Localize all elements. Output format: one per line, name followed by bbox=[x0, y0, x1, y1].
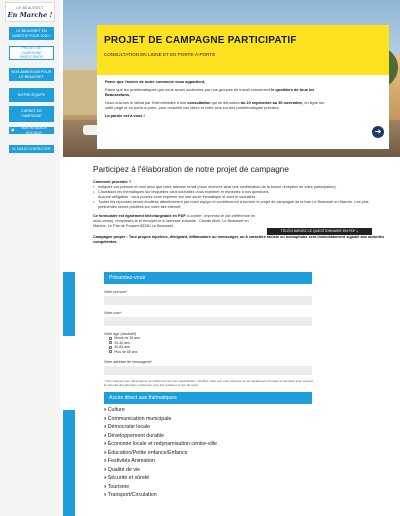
instruction-item: • Toutes les réponses seront étudiées attentivement par notre équipe et contribueront à enrichir le projet de campagne de la liste Le Beausset en Marche. Les plus pertinentes seront publiées sur notre site internet. bbox=[93, 200, 385, 210]
firstname-label: Votre prénom* bbox=[104, 290, 127, 294]
topic-link[interactable] bbox=[104, 449, 304, 458]
age-label: Votre âge (facultatif) bbox=[104, 332, 137, 336]
topic-label: Qualité de vie bbox=[107, 466, 141, 473]
hero-card-header bbox=[97, 25, 389, 75]
topics-list bbox=[104, 406, 304, 500]
age-option-label: Moins de 25 ans bbox=[114, 336, 140, 341]
topic-label: Économie locale et redynamisation centre-ville bbox=[107, 441, 217, 448]
campaign-notice-text: Campagne propre : Tout propos injurieux, dénigrant, diffamatoire ou mensonger, ou à caractère raciste ou homophobe sera immédiatement signalé aux autorités compétentes. bbox=[93, 235, 385, 244]
download-pdf-button[interactable]: TÉLÉCHARGEZ LE QUESTIONNAIRE EN PDF ⤓ bbox=[267, 228, 372, 235]
age-option-label: 40-65 ans bbox=[114, 345, 130, 350]
how-to-title-text: Comment procéder ? bbox=[93, 180, 132, 184]
arrow-right-icon[interactable]: ➜ bbox=[372, 126, 384, 138]
nav-item-reseaux-sociaux[interactable] bbox=[9, 127, 54, 134]
section-heading: Participez à l'élaboration de notre projet de campagne bbox=[93, 165, 289, 174]
double-chevron-icon: ›› bbox=[104, 407, 105, 414]
page-title: PROJET DE CAMPAGNE PARTICIPATIF bbox=[104, 35, 297, 46]
participation-form bbox=[104, 272, 314, 500]
email-field[interactable] bbox=[104, 366, 312, 375]
nav-item-projet-participatif[interactable] bbox=[9, 46, 54, 60]
double-chevron-icon: ›› bbox=[104, 458, 105, 465]
hero-paragraph-3b: consultation bbox=[187, 99, 211, 105]
topic-label: Démocratie locale bbox=[107, 424, 151, 431]
topic-label: Sécurité et sûreté bbox=[107, 475, 150, 482]
logo-main-text: En Marche ! bbox=[7, 11, 53, 19]
checkbox[interactable] bbox=[109, 350, 112, 353]
instruction-item: • Indiquez vos prénom et nom ainsi que votre adresse email (nous recevrez ainsi une confirmation de la bonne réception de votre participation). bbox=[93, 185, 385, 190]
hero-card bbox=[97, 25, 389, 149]
double-chevron-icon: ›› bbox=[104, 415, 105, 422]
lastname-label: Votre nom* bbox=[104, 311, 122, 315]
topic-link[interactable] bbox=[104, 415, 304, 424]
topic-label: Communication municipale bbox=[107, 415, 172, 422]
mail-icon: ✉ bbox=[12, 146, 16, 151]
nav-item-label: LE BEAUSSET EN MARCHE POUR 2020 ! bbox=[12, 28, 51, 38]
hero-paragraph bbox=[105, 100, 333, 110]
nav-item-label: NOS AMBITIONS POUR LE BEAUSSET bbox=[11, 69, 52, 79]
nav-item-nos-ambitions[interactable] bbox=[9, 68, 54, 81]
double-chevron-icon: ›› bbox=[104, 441, 105, 448]
double-chevron-icon: ›› bbox=[104, 449, 105, 456]
age-option-label: Plus de 65 ans bbox=[114, 349, 138, 354]
topic-label: Développement durable bbox=[107, 432, 164, 439]
topic-link[interactable] bbox=[104, 457, 304, 466]
instruction-item: • Choisissez les thématiques sur lesquelles vous souhaitez vous exprimer et répondez à nos questions. Aucune obligation : vous pouvez vous exprimer sur une seule thématique si vous le souhaitez. bbox=[93, 190, 385, 200]
pdf-info-text bbox=[93, 214, 263, 229]
hero-paragraph-3d: du 20 septembre au 30 novembre, bbox=[240, 99, 304, 105]
topic-link[interactable] bbox=[104, 474, 304, 483]
nav-item-label: NOUS CONTACTER bbox=[17, 146, 51, 151]
nav-item-le-beausset-en-marche[interactable] bbox=[9, 27, 54, 40]
nav-item-label: NOTRE ÉQUIPE bbox=[17, 92, 46, 97]
site-logo[interactable] bbox=[5, 2, 55, 22]
checkbox[interactable] bbox=[109, 341, 112, 344]
decorative-stripe bbox=[63, 410, 75, 516]
topic-label: Culture bbox=[107, 407, 125, 414]
form-section-header: Présentez-vous bbox=[104, 272, 312, 284]
nav-item-nous-contacter[interactable] bbox=[9, 145, 54, 153]
nav-item-label: CARNET DE CAMPAGNE bbox=[21, 109, 42, 118]
pdf-info-rest: ci-contre ; imprimez-le (de préférence en recto-verso), remplissez-le et envoyez-le à l'adresse suivante : Claude Alimi, Le Beausset en Marche, Le Pas de Poupen 83330 Le Beausset. bbox=[93, 214, 256, 228]
campaign-notice bbox=[93, 235, 385, 245]
topic-link[interactable] bbox=[104, 432, 304, 441]
nav-item-label: NOS RÉSEAUX SOCIAUX bbox=[20, 125, 47, 135]
hero-paragraph-3c: qui se déroulera bbox=[210, 99, 241, 105]
hero-paragraph-1: Parce que l'avenir de notre commune vous appartient, bbox=[105, 79, 206, 84]
nav-item-label: PROJET DE CAMPAGNE PARTICIPATIF bbox=[19, 46, 44, 60]
topic-label: Tourisme bbox=[107, 483, 130, 490]
hero-paragraph bbox=[105, 87, 333, 97]
logo-top-text: LE BEAUSSET bbox=[16, 6, 44, 10]
double-chevron-icon: ›› bbox=[104, 475, 105, 482]
topic-link[interactable] bbox=[104, 466, 304, 475]
topic-label: Festivités Animation bbox=[107, 458, 155, 465]
hero-paragraph-2a: Parce que les problématiques que nous avons soulevées par nos groupes de travail concernent bbox=[105, 86, 272, 92]
double-chevron-icon: ›› bbox=[104, 466, 105, 473]
hero-paragraph-4: La parole est à vous ! bbox=[105, 112, 145, 118]
topic-link[interactable] bbox=[104, 440, 304, 449]
firstname-field[interactable] bbox=[104, 296, 312, 305]
double-chevron-icon: ›› bbox=[104, 424, 105, 431]
social-icon: ▣ bbox=[11, 128, 15, 133]
double-chevron-icon: ›› bbox=[104, 492, 105, 499]
age-option-label: 25-40 ans bbox=[114, 340, 130, 345]
sidebar bbox=[0, 0, 60, 516]
topic-link[interactable] bbox=[104, 491, 304, 500]
page-subtitle: CONSULTATION EN LIGNE ET EN PORTE-À-PORTE bbox=[104, 52, 216, 57]
email-label: Votre adresse de messagerie* bbox=[104, 360, 153, 364]
main-content bbox=[93, 165, 385, 245]
nav-item-notre-equipe[interactable] bbox=[9, 88, 54, 102]
hero-paragraph-3e: en ligne sur cette page et en porte-à-porte, pour recueillir vos idées et votre avis sur des problématiques précises. bbox=[105, 99, 325, 110]
lastname-field[interactable] bbox=[104, 317, 312, 326]
double-chevron-icon: ›› bbox=[104, 432, 105, 439]
hero-paragraph bbox=[105, 79, 333, 84]
checkbox[interactable] bbox=[109, 346, 112, 349]
checkbox[interactable] bbox=[109, 337, 112, 340]
topic-link[interactable] bbox=[104, 423, 304, 432]
double-chevron-icon: ›› bbox=[104, 483, 105, 490]
topic-label: Éducation/Petite enfance/Enfance bbox=[107, 449, 188, 456]
hero-intro-text bbox=[105, 79, 333, 120]
hero-paragraph-3a: Nous ouvrons le débat par l'intermédiaire d'une bbox=[105, 99, 188, 105]
topic-link[interactable] bbox=[104, 483, 304, 492]
decorative-stripe bbox=[63, 272, 75, 336]
topic-link[interactable] bbox=[104, 406, 304, 415]
form-note: * Ces champs sont nécessaires au traitement de votre participation. Veuillez noter que votre adresse et ses également envoyés et stockées pour assurer la sécurité des données conformes (une fois traitées) et loin de toute. bbox=[104, 379, 314, 387]
age-option[interactable] bbox=[109, 350, 304, 355]
nav-item-carnet-de-campagne[interactable] bbox=[9, 106, 54, 122]
pdf-info-bold: Ce formulaire est également téléchargeable en PDF bbox=[93, 214, 186, 218]
topic-label: Transport/Circulation bbox=[107, 492, 157, 499]
hero-paragraph-2b: le quotidien de tous les Beaussétans, bbox=[105, 86, 315, 97]
hero-paragraph bbox=[105, 113, 333, 118]
topics-section-header: Accès direct aux thématiques bbox=[104, 392, 312, 404]
